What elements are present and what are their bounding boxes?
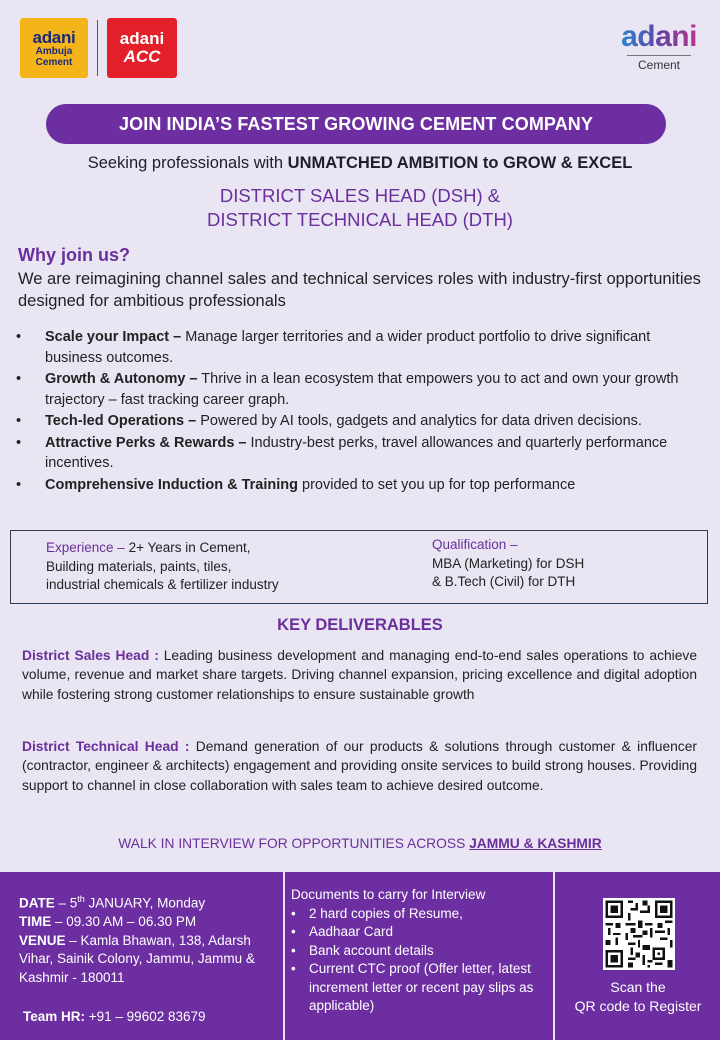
bullet: • <box>16 476 22 493</box>
logo-divider <box>97 20 98 76</box>
adani-acc-logo <box>107 18 177 78</box>
registration-qr-code[interactable] <box>603 898 675 970</box>
walk-in-location: JAMMU & KASHMIR <box>469 836 602 851</box>
documents-to-carry <box>291 886 551 1016</box>
date-suffix: th <box>77 894 85 904</box>
time-line <box>19 913 264 932</box>
experience-text: 2+ Years in Cement, <box>124 540 251 555</box>
logo-text: Cement <box>35 56 73 68</box>
list-item <box>14 433 710 474</box>
date-value: JANUARY, Monday <box>84 895 206 911</box>
role-title-dth: DISTRICT TECHNICAL HEAD (DTH) <box>207 209 513 230</box>
date-value: – 5 <box>54 895 78 911</box>
documents-title: Documents to carry for Interview <box>291 887 486 902</box>
qualification-label: Qualification – <box>432 537 518 552</box>
deliverable-text: Demand generation of our products & solutions through customer & influencer (contractor, engineer & architects) engagement and providing onsite services to build strong houses. Providing support to channel in close collaboration with sales team to achieve desired outcome. <box>22 739 697 793</box>
tagline-highlight: UNMATCHED AMBITION to GROW & EXCEL <box>287 154 633 172</box>
document-item: Bank account details <box>309 942 434 958</box>
list-item <box>291 960 551 1016</box>
adani-cement-logo <box>614 22 704 72</box>
key-deliverables-heading: KEY DELIVERABLES <box>277 616 443 634</box>
requirements-box <box>10 530 708 604</box>
team-hr-contact <box>23 1009 206 1024</box>
why-join-heading: Why join us? <box>18 245 130 265</box>
list-item <box>291 942 551 961</box>
date-label: DATE <box>19 895 55 911</box>
walk-in-text: WALK IN INTERVIEW FOR OPPORTUNITIES ACROSS <box>118 836 470 851</box>
bullet: • <box>291 924 296 939</box>
dth-deliverables <box>22 737 697 795</box>
benefits-list <box>14 327 710 496</box>
bullet: • <box>16 371 22 387</box>
logo-text: adani <box>614 22 704 52</box>
scan-instruction <box>556 978 720 1016</box>
deliverable-text: Leading business development and managing end-to-end sales operations to achieve volume, revenue and market share targets. Driving channel expansion, pricing excellence and digital adoption while fostering strong customer relationships to ensure sustainable growth <box>22 648 697 702</box>
qualification-text: & B.Tech (Civil) for DTH <box>432 574 576 589</box>
benefit-text: Industry-best perks, travel allowances and quarterly performance incentives. <box>45 434 668 471</box>
venue-label: VENUE <box>19 932 66 948</box>
adani-ambuja-cement-logo <box>20 18 88 78</box>
benefit-title: Scale your Impact – <box>45 329 182 345</box>
logo-text: Cement <box>637 58 681 72</box>
bullet: • <box>291 942 296 958</box>
logo-text: Ambuja <box>35 45 73 57</box>
date-line <box>19 890 264 913</box>
list-item <box>14 369 710 410</box>
benefit-title: Attractive Perks & Rewards – <box>45 434 247 451</box>
bullet: • <box>16 434 22 451</box>
role-label: District Technical Head : <box>22 739 190 754</box>
qr-code-icon <box>603 898 675 970</box>
team-hr-label: Team HR: <box>23 1009 86 1024</box>
role-label: District Sales Head : <box>22 648 159 663</box>
document-item: Aadhaar Card <box>309 924 394 939</box>
list-item <box>14 327 710 368</box>
role-titles <box>0 184 720 232</box>
footer-divider <box>283 872 285 1040</box>
benefit-text: Powered by AI tools, gadgets and analytics for data driven decisions. <box>196 413 642 429</box>
document-item: Current CTC proof (Offer letter, latest increment letter or recent pay slips as applicable) <box>309 961 534 1013</box>
bullet: • <box>16 413 22 429</box>
list-item <box>291 923 551 942</box>
bullet: • <box>291 961 296 976</box>
logo-text: ACC <box>123 47 161 66</box>
logo-text: adani <box>32 27 76 47</box>
document-item: 2 hard copies of Resume, <box>309 905 463 921</box>
tagline <box>0 154 720 173</box>
logo-rule <box>627 55 691 56</box>
time-value: – 09.30 AM – 06.30 PM <box>51 914 197 929</box>
benefit-text: Manage larger territories and a wider product portfolio to drive significant business outcomes. <box>45 329 651 366</box>
benefit-title: Tech-led Operations – <box>45 413 197 429</box>
why-join-text: We are reimagining channel sales and technical services roles with industry-first opportunities designed for ambitious professionals <box>18 270 701 310</box>
dsh-deliverables <box>22 646 697 704</box>
list-item <box>14 475 710 496</box>
team-hr-phone: +91 – 99602 83679 <box>85 1009 206 1024</box>
headline-banner: JOIN INDIA’S FASTEST GROWING CEMENT COMPANY <box>46 104 666 144</box>
qualification-text: MBA (Marketing) for DSH <box>432 555 585 571</box>
scan-text: Scan the <box>610 979 666 995</box>
bullet: • <box>291 905 296 921</box>
footer <box>0 872 720 1040</box>
list-item <box>291 905 551 924</box>
qualification-requirement <box>432 536 584 592</box>
time-label: TIME <box>19 914 52 929</box>
experience-requirement <box>46 539 279 595</box>
experience-text: Building materials, paints, tiles, <box>46 558 232 574</box>
documents-list <box>291 905 551 1016</box>
footer-divider <box>553 872 555 1040</box>
venue-value: – Kamla Bhawan, 138, Adarsh Vihar, Sainik Colony, Jammu, Jammu & Kashmir - 180011 <box>19 932 255 985</box>
bullet: • <box>16 329 22 345</box>
benefit-text: Thrive in a lean ecosystem that empowers you to act and own your growth trajectory – fast tracking career graph. <box>45 371 679 408</box>
logo-text: adani <box>119 29 165 48</box>
experience-text: industrial chemicals & fertilizer industry <box>46 577 279 592</box>
list-item <box>14 411 710 432</box>
benefit-text: provided to set you up for top performance <box>297 476 576 493</box>
walk-in-notice <box>0 836 720 851</box>
tagline-prefix: Seeking professionals with <box>87 154 288 172</box>
venue-line <box>19 932 264 988</box>
interview-details <box>19 890 264 987</box>
header <box>0 0 720 100</box>
role-title-dsh: DISTRICT SALES HEAD (DSH) & <box>219 185 501 206</box>
benefit-title: Comprehensive Induction & Training <box>45 476 298 493</box>
scan-text: QR code to Register <box>574 998 702 1014</box>
experience-label: Experience – <box>46 540 125 555</box>
benefit-title: Growth & Autonomy – <box>45 371 198 387</box>
